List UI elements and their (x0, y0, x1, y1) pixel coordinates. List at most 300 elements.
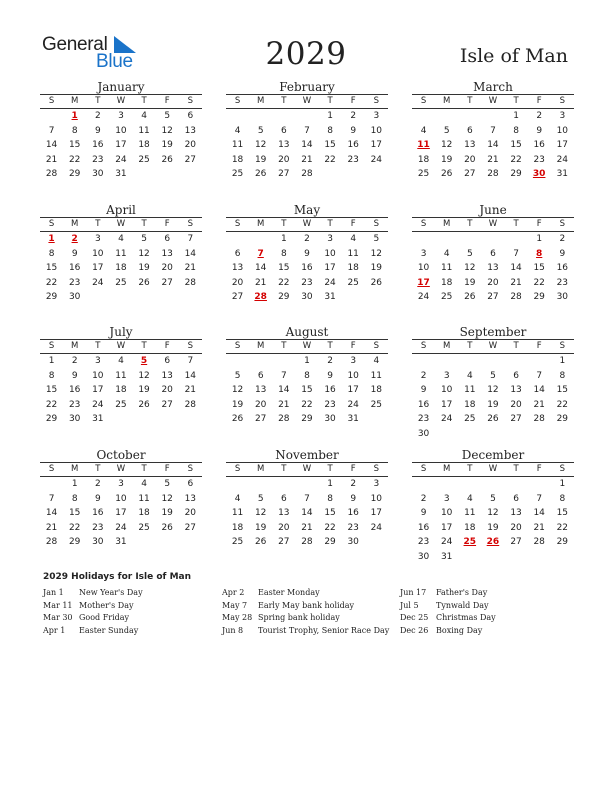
holiday-entry (222, 625, 407, 638)
weekday-label: S (420, 219, 427, 229)
holiday-name: Christmas Day (436, 613, 496, 622)
weekday-label: T (141, 96, 147, 106)
day-cell: 4 (350, 234, 357, 244)
day-cell: 30 (301, 292, 313, 303)
weekday-label: S (559, 219, 566, 229)
day-cell: 23 (301, 277, 313, 288)
day-cell: 30 (347, 537, 359, 548)
holiday-entry (400, 587, 585, 600)
day-cell: 25 (231, 537, 244, 548)
day-cell: 5 (466, 248, 473, 259)
holiday-date: Mar 11 (43, 600, 73, 610)
weekday-label: W (302, 96, 312, 106)
day-cell (156, 167, 179, 182)
day-cell: 26 (440, 169, 453, 180)
day-cell: 12 (161, 125, 173, 136)
week-row (412, 521, 574, 536)
day-cell: 4 (141, 111, 147, 121)
day-cell: 3 (373, 111, 380, 121)
day-cell: 12 (254, 508, 267, 519)
day-cell: 29 (68, 169, 81, 180)
day-cell: 3 (94, 356, 101, 366)
week-row (40, 492, 202, 507)
day-cell (528, 427, 551, 442)
week-row (40, 369, 202, 384)
day-cell: 2 (304, 234, 310, 244)
weekday-label: S (373, 219, 380, 229)
weekday-label: S (559, 96, 566, 106)
day-cell: 23 (347, 522, 359, 533)
day-cell (551, 427, 574, 442)
day-cell (412, 477, 435, 492)
day-cell (458, 232, 481, 247)
day-cell (272, 354, 295, 369)
weekday-label: S (373, 464, 380, 474)
day-cell: 6 (280, 125, 287, 136)
day-cell: 7 (513, 248, 519, 259)
day-cell: 22 (301, 399, 313, 410)
holiday-name: Tynwald Day (436, 600, 489, 610)
day-cell: 2 (350, 111, 357, 121)
weekday-label: M (257, 219, 265, 229)
day-cell: 25 (417, 169, 430, 180)
day-cell (458, 427, 481, 442)
day-cell: 17 (92, 385, 104, 396)
month-february (226, 80, 388, 182)
week-row (226, 124, 388, 139)
weekday-label: F (350, 341, 356, 351)
day-cell: 11 (231, 140, 244, 151)
month-november (226, 448, 388, 550)
day-cell: 14 (254, 263, 267, 274)
day-cell: 3 (443, 370, 450, 381)
day-cell (412, 109, 435, 124)
weekday-label: T (327, 464, 333, 474)
weekday-label: T (95, 341, 101, 351)
day-cell: 21 (45, 154, 58, 165)
day-cell: 26 (231, 414, 244, 425)
holiday-name: Father's Day (436, 588, 488, 597)
weekday-label: S (48, 341, 55, 351)
day-cell: 12 (370, 248, 383, 259)
day-cell: 24 (370, 154, 383, 165)
day-cell: 18 (464, 522, 476, 533)
month-name: February (279, 80, 335, 94)
holiday-name: Early May bank holiday (258, 600, 355, 610)
day-cell (109, 290, 132, 305)
weekday-label: S (234, 341, 241, 351)
holiday-name: New Year's Day (79, 588, 143, 597)
day-cell: 20 (278, 522, 290, 533)
day-cell: 16 (347, 508, 359, 519)
day-cell (458, 109, 481, 124)
day-cell: 15 (533, 263, 545, 274)
day-cell: 10 (440, 385, 453, 396)
day-cell (365, 412, 388, 427)
day-cell: 21 (301, 522, 313, 533)
day-cell: 3 (443, 493, 450, 504)
holiday-date: Jun 8 (222, 625, 244, 635)
day-cell (40, 109, 63, 124)
day-cell: 20 (231, 277, 244, 288)
day-cell (505, 427, 528, 442)
day-cell: 1 (559, 479, 566, 489)
day-cell: 1 (536, 234, 543, 244)
holiday-name: Spring bank holiday (258, 613, 340, 622)
week-row (412, 550, 574, 565)
day-cell: 7 (280, 370, 287, 381)
day-cell: 30 (417, 551, 430, 562)
day-cell: 25 (464, 414, 476, 425)
day-cell: 9 (350, 493, 357, 504)
weekday-label: F (164, 219, 170, 229)
day-cell: 31 (115, 537, 127, 548)
day-cell: 13 (161, 370, 173, 381)
holiday-date: Mar 30 (43, 613, 73, 622)
day-cell: 23 (68, 277, 81, 288)
day-cell: 30 (556, 292, 569, 303)
day-cell (226, 477, 249, 492)
month-april (40, 203, 202, 305)
day-cell: 20 (510, 399, 522, 410)
day-cell: 10 (440, 508, 453, 519)
day-cell: 29 (510, 169, 522, 180)
day-cell: 26 (161, 522, 173, 533)
day-cell: 12 (464, 263, 476, 274)
week-row (40, 383, 202, 398)
weekday-label: T (281, 219, 287, 229)
holiday-day-cell: 28 (254, 292, 267, 303)
day-cell: 5 (141, 234, 147, 244)
day-cell: 26 (138, 399, 150, 410)
weekday-label: F (350, 219, 356, 229)
day-cell: 15 (45, 263, 58, 274)
weekday-label: W (488, 341, 498, 351)
day-cell: 22 (510, 154, 522, 165)
holiday-day-cell: 17 (417, 277, 430, 288)
week-row (226, 383, 388, 398)
day-cell: 7 (187, 356, 194, 366)
week-row (412, 290, 574, 305)
weekday-label: T (141, 341, 147, 351)
holiday-day-cell: 2 (71, 234, 78, 244)
day-cell: 10 (370, 125, 383, 136)
day-cell: 22 (324, 154, 336, 165)
day-cell: 6 (187, 111, 194, 121)
weekday-label: T (513, 464, 519, 474)
day-cell (133, 412, 156, 427)
holiday-entry (43, 612, 228, 625)
day-cell: 27 (254, 414, 267, 425)
day-cell: 6 (164, 356, 171, 366)
day-cell: 25 (138, 522, 150, 533)
day-cell: 13 (254, 385, 267, 396)
day-cell: 10 (324, 248, 336, 259)
calendar-year: 2029 (265, 36, 347, 72)
day-cell: 10 (417, 263, 430, 274)
day-cell: 16 (301, 263, 313, 274)
day-cell: 31 (440, 551, 453, 562)
holiday-entry (400, 600, 585, 613)
day-cell: 21 (533, 399, 545, 410)
day-cell: 23 (324, 399, 336, 410)
day-cell: 8 (513, 125, 519, 136)
day-cell: 17 (92, 263, 104, 274)
weekday-header (226, 217, 388, 232)
week-row (412, 492, 574, 507)
day-cell: 18 (370, 385, 383, 396)
day-cell: 26 (254, 169, 267, 180)
holiday-column (400, 587, 585, 637)
week-row (40, 109, 202, 124)
day-cell: 25 (138, 154, 150, 165)
holiday-date: May 28 (222, 613, 253, 622)
day-cell: 15 (324, 140, 336, 151)
day-cell: 2 (350, 479, 357, 489)
day-cell: 7 (48, 493, 55, 504)
holiday-entry (400, 625, 585, 638)
weekday-label: T (467, 341, 473, 351)
day-cell: 24 (324, 277, 336, 288)
day-cell: 27 (278, 169, 290, 180)
day-cell: 6 (513, 370, 519, 381)
day-cell: 9 (350, 125, 357, 136)
day-cell (528, 477, 551, 492)
day-cell: 19 (254, 522, 267, 533)
month-name: September (459, 325, 527, 339)
day-cell: 23 (92, 522, 104, 533)
week-row (412, 427, 574, 442)
day-cell: 1 (327, 111, 333, 121)
day-cell: 29 (533, 292, 545, 303)
day-cell: 17 (370, 140, 383, 151)
weekday-label: S (559, 464, 566, 474)
day-cell: 21 (184, 385, 197, 396)
month-october (40, 448, 202, 550)
weekday-header (40, 217, 202, 232)
day-cell: 14 (45, 140, 58, 151)
day-cell: 27 (184, 522, 197, 533)
day-cell: 16 (417, 522, 430, 533)
holiday-date: Dec 25 (400, 613, 429, 622)
month-name: January (97, 80, 145, 94)
week-row (226, 412, 388, 427)
day-cell: 18 (417, 154, 430, 165)
week-row (226, 354, 388, 369)
day-cell: 22 (68, 154, 81, 165)
holiday-day-cell: 11 (417, 140, 430, 151)
day-cell (179, 535, 202, 550)
day-cell: 6 (490, 248, 496, 259)
holiday-entry (222, 612, 407, 625)
holiday-date: Jun 17 (400, 588, 427, 597)
day-cell: 21 (278, 399, 290, 410)
day-cell: 16 (68, 385, 81, 396)
weekday-label: T (95, 96, 101, 106)
day-cell: 25 (347, 277, 359, 288)
day-cell (249, 232, 272, 247)
day-cell: 23 (417, 414, 430, 425)
day-cell: 14 (45, 508, 58, 519)
day-cell: 10 (92, 370, 104, 381)
holiday-date: Jan 1 (43, 588, 64, 597)
day-cell: 20 (278, 154, 290, 165)
day-cell (435, 354, 458, 369)
holiday-name: Mother's Day (79, 600, 134, 610)
weekday-label: M (443, 219, 451, 229)
day-cell: 12 (161, 493, 173, 504)
day-cell: 6 (513, 493, 519, 504)
weekday-label: S (420, 341, 427, 351)
day-cell: 28 (487, 169, 499, 180)
weekday-label: S (48, 464, 55, 474)
weekday-label: W (302, 341, 312, 351)
day-cell: 28 (533, 414, 545, 425)
day-cell: 24 (417, 292, 430, 303)
day-cell: 8 (559, 493, 566, 504)
day-cell: 3 (118, 479, 124, 489)
day-cell (435, 477, 458, 492)
month-may (226, 203, 388, 305)
day-cell: 4 (118, 356, 124, 366)
week-row (40, 232, 202, 247)
day-cell: 3 (350, 356, 357, 366)
day-cell: 13 (184, 493, 197, 504)
weekday-label: W (488, 219, 498, 229)
day-cell: 4 (141, 479, 147, 489)
day-cell: 12 (231, 385, 244, 396)
day-cell: 17 (370, 508, 383, 519)
weekday-label: W (488, 96, 498, 106)
day-cell (226, 232, 249, 247)
holiday-date: Dec 26 (400, 625, 429, 635)
day-cell: 19 (487, 522, 499, 533)
holiday-day-cell: 1 (71, 111, 78, 121)
weekday-header (226, 339, 388, 354)
day-cell (179, 290, 202, 305)
day-cell: 13 (231, 263, 244, 274)
weekday-label: M (71, 464, 79, 474)
day-cell: 14 (301, 508, 313, 519)
day-cell (528, 354, 551, 369)
day-cell: 19 (161, 140, 173, 151)
holidays-title: 2029 Holidays for Isle of Man (43, 572, 192, 582)
day-cell: 20 (464, 154, 476, 165)
day-cell: 19 (161, 508, 173, 519)
day-cell: 11 (464, 508, 476, 519)
holiday-entry (222, 600, 407, 613)
weekday-label: T (513, 219, 519, 229)
week-row (412, 138, 574, 153)
weekday-label: F (164, 341, 170, 351)
day-cell: 22 (45, 277, 58, 288)
weekday-label: M (71, 219, 79, 229)
weekday-label: T (95, 464, 101, 474)
day-cell: 9 (71, 370, 78, 381)
day-cell: 31 (92, 414, 104, 425)
holiday-date: Apr 1 (43, 625, 66, 635)
day-cell: 23 (533, 154, 545, 165)
day-cell: 24 (347, 399, 359, 410)
day-cell (365, 535, 388, 550)
day-cell (505, 550, 528, 565)
day-cell: 20 (184, 508, 197, 519)
day-cell: 4 (234, 493, 241, 504)
weekday-label: S (187, 464, 194, 474)
week-row (40, 477, 202, 492)
weekday-label: T (327, 96, 333, 106)
day-cell: 7 (304, 493, 310, 504)
weekday-label: S (559, 341, 566, 351)
day-cell: 4 (466, 493, 473, 504)
week-row (40, 124, 202, 139)
country-name: Isle of Man (459, 45, 568, 67)
day-cell: 2 (71, 356, 78, 366)
day-cell: 29 (68, 537, 81, 548)
day-cell: 14 (184, 370, 197, 381)
day-cell: 20 (161, 385, 173, 396)
day-cell: 1 (513, 111, 519, 121)
day-cell: 25 (370, 399, 383, 410)
day-cell: 4 (234, 125, 241, 136)
week-row (226, 153, 388, 168)
day-cell: 19 (440, 154, 453, 165)
day-cell: 19 (231, 399, 244, 410)
holiday-entry (43, 600, 228, 613)
day-cell: 9 (94, 125, 101, 136)
day-cell: 28 (184, 277, 197, 288)
day-cell (458, 354, 481, 369)
day-cell: 10 (556, 125, 569, 136)
week-row (412, 153, 574, 168)
weekday-label: W (488, 464, 498, 474)
day-cell: 6 (164, 234, 171, 244)
holiday-entry (400, 612, 585, 625)
day-cell: 14 (301, 140, 313, 151)
day-cell: 5 (373, 234, 380, 244)
day-cell: 11 (370, 370, 383, 381)
weekday-label: T (141, 464, 147, 474)
day-cell: 20 (184, 140, 197, 151)
day-cell: 8 (48, 370, 55, 381)
weekday-label: T (281, 341, 287, 351)
day-cell: 9 (420, 385, 427, 396)
day-cell: 2 (559, 234, 566, 244)
day-cell (435, 109, 458, 124)
holiday-date: Apr 2 (222, 588, 245, 597)
day-cell: 23 (556, 277, 569, 288)
day-cell: 25 (231, 169, 244, 180)
day-cell: 21 (510, 277, 522, 288)
day-cell: 9 (94, 493, 101, 504)
day-cell: 18 (115, 263, 127, 274)
day-cell: 28 (510, 292, 522, 303)
weekday-label: S (234, 464, 241, 474)
day-cell: 22 (68, 522, 81, 533)
holiday-day-cell: 1 (48, 234, 55, 244)
day-cell: 27 (487, 292, 499, 303)
week-row (40, 521, 202, 536)
day-cell: 21 (45, 522, 58, 533)
month-name: August (285, 325, 329, 339)
day-cell: 19 (370, 263, 383, 274)
day-cell: 29 (278, 292, 290, 303)
day-cell (505, 477, 528, 492)
day-cell: 20 (510, 522, 522, 533)
day-cell: 30 (92, 537, 104, 548)
day-cell: 6 (257, 370, 264, 381)
day-cell: 8 (327, 493, 333, 504)
